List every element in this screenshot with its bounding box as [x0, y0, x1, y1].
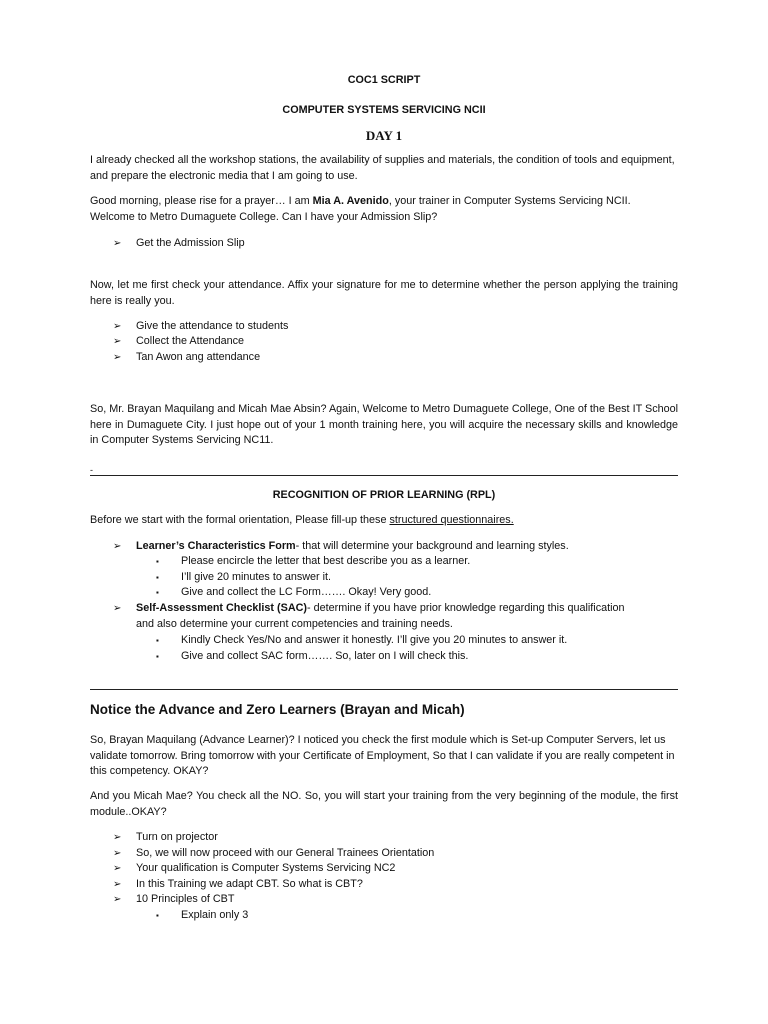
arrow-bullet-icon: ➢ — [113, 336, 122, 347]
list-item — [113, 892, 673, 908]
sub-list-text: Give and collect the LC Form……. Okay! Very good. — [181, 586, 432, 598]
sub-list-item — [156, 633, 676, 649]
list-item — [113, 319, 673, 335]
sub-list-text: Kindly Check Yes/No and answer it honestly. I’ll give you 20 minutes to answer it. — [181, 634, 568, 646]
sub-list-text: Give and collect SAC form……. So, later on I will check this. — [181, 650, 469, 662]
sub-list-item — [156, 908, 676, 924]
list-item-text: Your qualification is Computer Systems Servicing NC2 — [136, 862, 396, 874]
list-item-text: 10 Principles of CBT — [136, 893, 235, 905]
arrow-bullet-icon: ➢ — [113, 879, 122, 890]
square-bullet-icon: ▪ — [156, 636, 159, 645]
list-item-text: Turn on projector — [136, 831, 218, 843]
square-bullet-icon: ▪ — [156, 557, 159, 566]
sub-list-item — [156, 554, 676, 570]
paragraph-zero-learner: And you Micah Mae? You check all the NO. So, you will start your training from the very beginning of the module, the first module..OKAY? — [90, 790, 678, 818]
list-item — [113, 350, 673, 366]
sub-list-text: I’ll give 20 minutes to answer it. — [181, 571, 332, 583]
list-item — [113, 334, 673, 350]
arrow-bullet-icon: ➢ — [113, 848, 122, 859]
square-bullet-icon: ▪ — [156, 588, 159, 597]
list-item-text: Get the Admission Slip — [136, 237, 245, 249]
divider — [90, 475, 678, 476]
doc-subtitle: COMPUTER SYSTEMS SERVICING NCII — [282, 104, 486, 116]
arrow-bullet-icon: ➢ — [113, 603, 122, 614]
arrow-bullet-icon: ➢ — [113, 894, 122, 905]
square-bullet-icon: ▪ — [156, 911, 159, 920]
list-item-text: In this Training we adapt CBT. So what is CBT? — [136, 878, 363, 890]
arrow-bullet-icon: ➢ — [113, 541, 122, 552]
sub-list-item — [156, 585, 676, 601]
list-item — [113, 601, 633, 632]
paragraph-greeting — [90, 194, 650, 225]
greeting-text-pre: Good morning, please rise for a prayer… I am — [90, 195, 313, 207]
arrow-bullet-icon: ➢ — [113, 352, 122, 363]
sub-list-text: Explain only 3 — [181, 909, 249, 921]
list-item — [113, 830, 673, 846]
paragraph-advance-learner: So, Brayan Maquilang (Advance Learner)? I noticed you check the first module which is Set-up Computer Servers, let us validate tomorrow. Bring tomorrow with your Certificate of Employment, So that I can validate if you are really competent in this competency. OKAY? — [90, 734, 675, 777]
sub-list-text: Please encircle the letter that best describe you as a learner. — [181, 555, 471, 567]
questionnaires-underlined: structured questionnaires. — [389, 514, 514, 526]
list-item — [113, 539, 673, 555]
arrow-bullet-icon: ➢ — [113, 863, 122, 874]
list-item — [113, 861, 673, 877]
form-description: - determine if you have prior knowledge regarding this qualification and also determine your current competencies and training needs. — [136, 602, 625, 630]
form-description: - that will determine your background and learning styles. — [295, 540, 569, 552]
square-bullet-icon: ▪ — [156, 652, 159, 661]
list-item — [113, 236, 673, 252]
arrow-bullet-icon: ➢ — [113, 832, 122, 843]
paragraph-welcome: So, Mr. Brayan Maquilang and Micah Mae Absin? Again, Welcome to Metro Dumaguete College, One of the Best IT School here in Dumaguete City. I just hope out of your 1 month training here, you will acquire the necessary skills and knowledge in Computer Systems Servicing NC11. — [90, 403, 678, 446]
list-item-text: Tan Awon ang attendance — [136, 351, 261, 363]
paragraph-preparation: I already checked all the workshop stations, the availability of supplies and materials, the condition of tools and equipment, and prepare the electronic media that I am going to use. — [90, 154, 675, 182]
divider — [90, 689, 678, 690]
arrow-bullet-icon: ➢ — [113, 238, 122, 249]
list-item-text: So, we will now proceed with our General Trainees Orientation — [136, 847, 435, 859]
list-item-text: Collect the Attendance — [136, 335, 245, 347]
paragraph-questionnaires — [90, 513, 678, 529]
form-label: Learner’s Characteristics Form — [136, 540, 296, 552]
sub-list-item — [156, 649, 676, 665]
square-bullet-icon: ▪ — [156, 573, 159, 582]
dash-mark: - — [90, 465, 93, 475]
questionnaires-text: Before we start with the formal orientation, Please fill-up these — [90, 514, 390, 526]
doc-title: COC1 SCRIPT — [347, 74, 421, 86]
day-heading: DAY 1 — [365, 128, 403, 143]
list-item — [113, 846, 673, 862]
greeting-text-post: , your trainer in Computer Systems Servicing NCII. Welcome to Metro Dumaguete College. Can I have your Admission Slip? — [90, 195, 631, 223]
sub-list-item — [156, 570, 676, 586]
rpl-heading: RECOGNITION OF PRIOR LEARNING (RPL) — [272, 489, 496, 501]
list-item — [113, 877, 673, 893]
form-label: Self-Assessment Checklist (SAC) — [136, 602, 308, 614]
notice-heading: Notice the Advance and Zero Learners (Brayan and Micah) — [90, 702, 465, 717]
paragraph-attendance: Now, let me first check your attendance. Affix your signature for me to determine whether the person applying the training here is really you. — [90, 279, 678, 307]
trainer-name: Mia A. Avenido — [312, 195, 389, 207]
arrow-bullet-icon: ➢ — [113, 321, 122, 332]
list-item-text: Give the attendance to students — [136, 320, 289, 332]
